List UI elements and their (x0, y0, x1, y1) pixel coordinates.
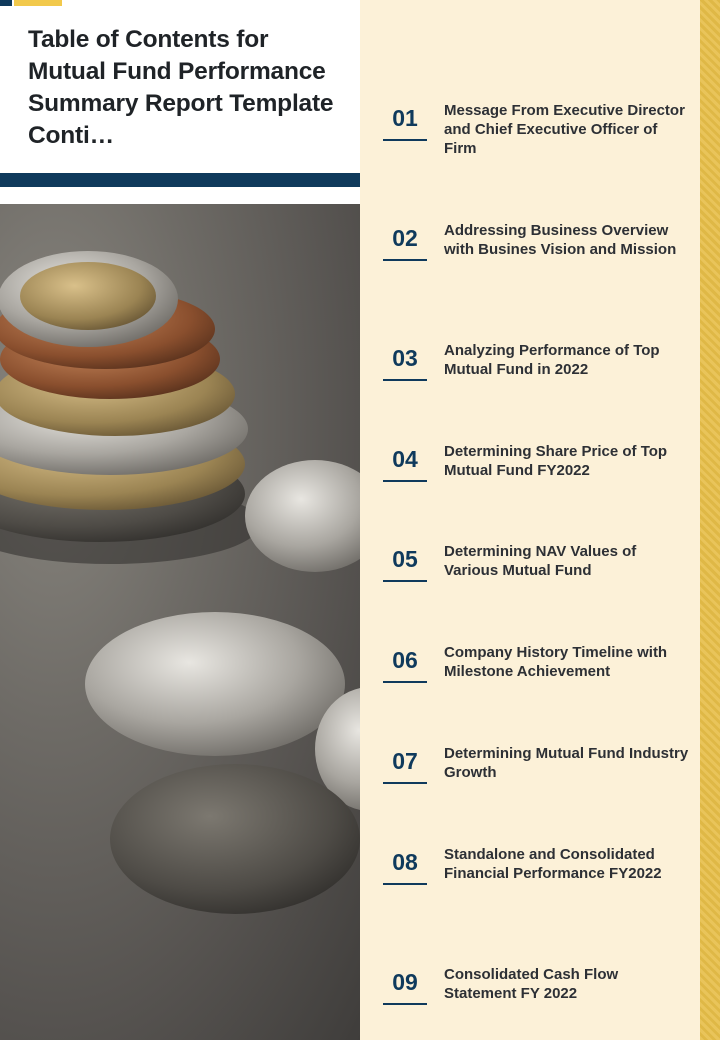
toc-number: 01 (392, 105, 418, 131)
toc-number: 09 (392, 969, 418, 995)
toc-number-underline (383, 139, 427, 141)
edge-pattern-strip (700, 0, 720, 1040)
toc-label: Message From Executive Director and Chief Executive Officer of Firm (444, 102, 685, 157)
coins-photo (0, 204, 360, 1040)
toc-number-underline (383, 681, 427, 683)
toc-number: 05 (392, 546, 418, 572)
page-title: Table of Contents for Mutual Fund Performance Summary Report Template Conti… (28, 26, 334, 149)
toc-label: Analyzing Performance of Top Mutual Fund in 2022 (444, 342, 660, 378)
toc-label: Determining Mutual Fund Industry Growth (444, 745, 689, 781)
toc-number: 08 (392, 849, 418, 875)
toc-number: 06 (392, 647, 418, 673)
toc-number-underline (383, 1003, 427, 1005)
toc-number-underline (383, 480, 427, 482)
toc-number: 04 (392, 446, 418, 472)
toc-label: Standalone and Consolidated Financial Performance FY2022 (444, 846, 662, 882)
toc-number-underline (383, 259, 427, 261)
toc-label: Addressing Business Overview with Busines Vision and Mission (444, 222, 677, 258)
toc-number: 07 (392, 748, 418, 774)
top-accent-navy (0, 0, 12, 6)
title-underline-bar (0, 173, 360, 187)
toc-number: 02 (392, 225, 418, 251)
toc-label: Consolidated Cash Flow Statement FY 2022 (444, 966, 619, 1002)
toc-number-underline (383, 379, 427, 381)
toc-number-underline (383, 580, 427, 582)
toc-label: Determining NAV Values of Various Mutual Fund (444, 543, 637, 579)
toc-number: 03 (392, 345, 418, 371)
toc-label: Determining Share Price of Top Mutual Fund FY2022 (444, 443, 668, 479)
toc-number-underline (383, 883, 427, 885)
toc-number-underline (383, 782, 427, 784)
coins-illustration (0, 204, 360, 1040)
top-accent-gold (14, 0, 62, 6)
toc-label: Company History Timeline with Milestone Achievement (444, 644, 668, 680)
